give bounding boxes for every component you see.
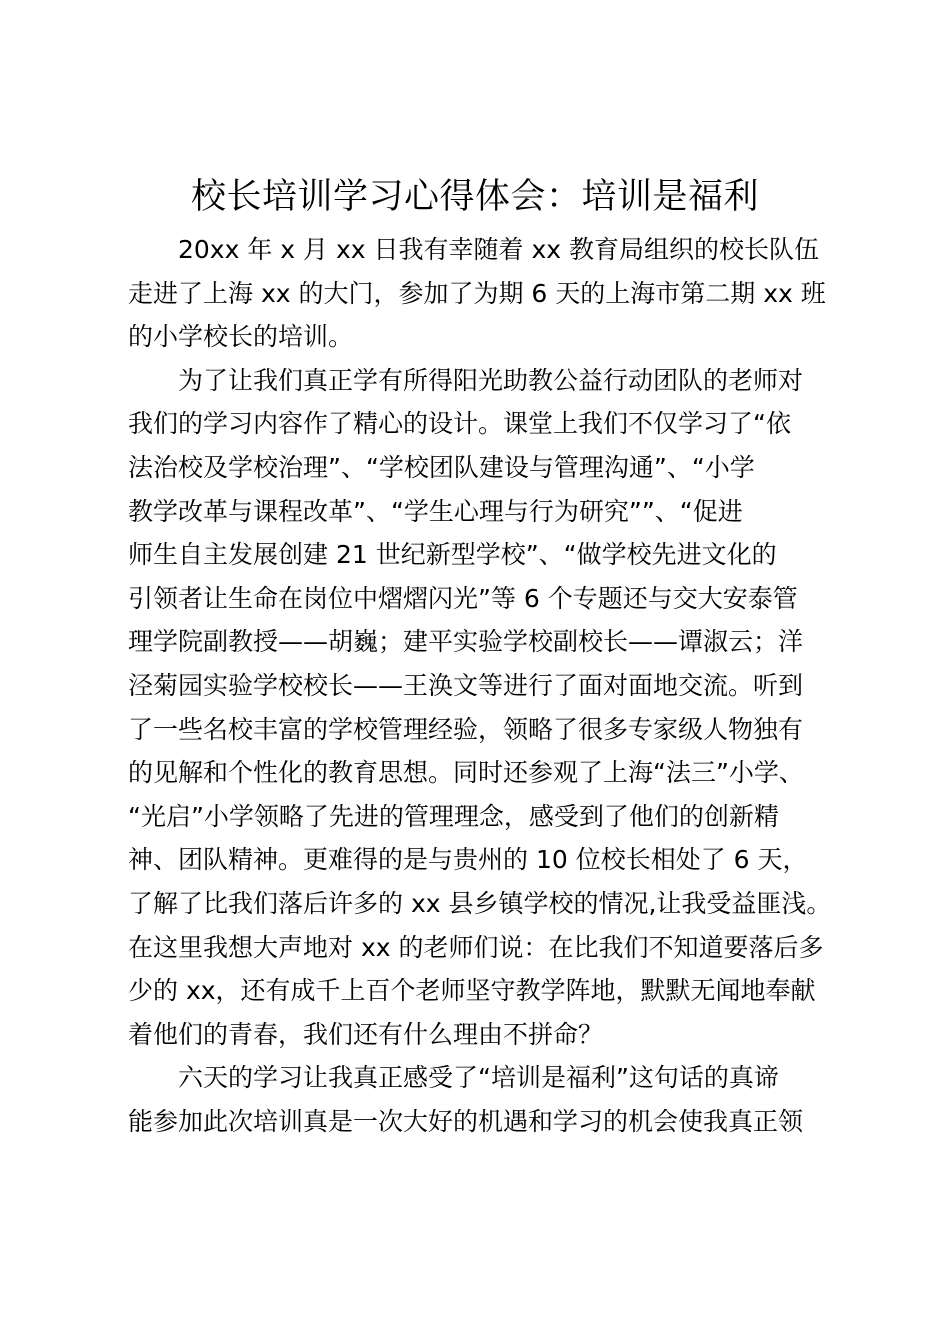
paragraph-line: 引领者让生命在岗位中熠熠闪光”等 6 个专题还与交大安泰管: [128, 583, 798, 613]
paragraph-line: 少的 xx，还有成千上百个老师坚守教学阵地，默默无闻地奉献: [128, 976, 816, 1006]
paragraph-line: 为了让我们真正学有所得阳光助教公益行动团队的老师对: [128, 365, 804, 395]
paragraph-line: 走进了上海 xx 的大门，参加了为期 6 天的上海市第二期 xx 班: [128, 278, 826, 308]
paragraph-line: 我们的学习内容作了精心的设计。课堂上我们不仅学习了“依: [128, 409, 791, 439]
paragraph-line: “光启”小学领略了先进的管理理念，感受到了他们的创新精: [128, 801, 779, 831]
paragraph-line: 在这里我想大声地对 xx 的老师们说：在比我们不知道要落后多: [128, 932, 824, 962]
paragraph-line: 了一些名校丰富的学校管理经验，领略了很多专家级人物独有: [128, 714, 804, 744]
paragraph-line: 20xx 年 x 月 xx 日我有幸随着 xx 教育局组织的校长队伍: [128, 235, 820, 264]
paragraph-line: 着他们的青春，我们还有什么理由不拼命？: [128, 1019, 604, 1049]
paragraph-line: 法治校及学校治理”、“学校团队建设与管理沟通”、“小学: [128, 452, 755, 482]
paragraph-3: [128, 1056, 850, 1143]
paragraph-line: 能参加此次培训真是一次大好的机遇和学习的机会使我真正领: [128, 1106, 804, 1136]
paragraph-line: 了解了比我们落后许多的 xx 县乡镇学校的情况,让我受益匪浅。: [128, 888, 832, 918]
paragraph-1: [128, 228, 850, 359]
paragraph-line: 六天的学习让我真正感受了“培训是福利”这句话的真谛: [128, 1063, 779, 1093]
paragraph-2: [128, 359, 850, 1057]
paragraph-line: 泾菊园实验学校校长——王涣文等进行了面对面地交流。听到: [128, 670, 804, 700]
document-body: [128, 228, 850, 1143]
document-title: 校长培训学习心得体会：培训是福利: [190, 177, 759, 217]
paragraph-line: 教学改革与课程改革”、“学生心理与行为研究””、“促进: [128, 496, 743, 526]
paragraph-line: 的见解和个性化的教育思想。同时还参观了上海“法三”小学、: [128, 758, 804, 788]
paragraph-line: 理学院副教授——胡巍；建平实验学校副校长——谭淑云；洋: [128, 627, 804, 657]
paragraph-line: 师生自主发展创建 21 世纪新型学校”、“做学校先进文化的: [128, 540, 777, 570]
paragraph-line: 神、团队精神。更难得的是与贵州的 10 位校长相处了 6 天，: [128, 845, 808, 875]
paragraph-line: 的小学校长的培训。: [128, 322, 354, 352]
